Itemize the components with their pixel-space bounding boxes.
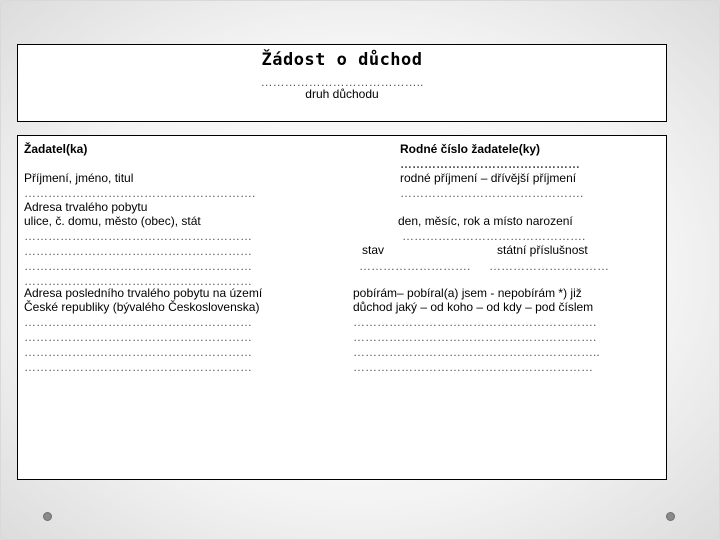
slide-bullet-left <box>43 512 52 521</box>
form-title: Žádost o důchod <box>261 50 423 70</box>
pension-dots-line: ……………………………………………………. <box>353 315 597 329</box>
citizenship-dots: ………………………… <box>489 259 609 273</box>
status-dots: ………………………. <box>359 259 471 273</box>
birth-label: den, měsíc, rok a místo narození <box>398 214 573 228</box>
maiden-name-label: rodné příjmení – dřívější příjmení <box>400 171 577 185</box>
name-label: Příjmení, jméno, titul <box>24 171 134 185</box>
birth-dots: ………………………………………. <box>402 229 586 243</box>
birth-number-label: Rodné číslo žadatele(ky) <box>400 142 541 156</box>
last-address-dots-line: ………………………………………………… <box>24 345 252 359</box>
name-dots: …………………………………………………. <box>24 186 256 200</box>
pension-type-box <box>17 44 667 122</box>
pension-type-label: druh důchodu <box>305 87 379 101</box>
address-dots-line: ………………………………………………… <box>24 274 252 288</box>
last-address-label: Adresa posledního trvalého pobytu na území <box>24 286 263 300</box>
citizenship-label: státní příslušnost <box>497 243 588 257</box>
last-address-sublabel: České republiky (bývalého Československa) <box>24 300 260 314</box>
pension-dots-line: ……………………………………………………. <box>353 330 597 344</box>
address-dots-line: ………………………………………………… <box>24 259 252 273</box>
pension-label: pobírám– pobíral(a) jsem - nepobírám *) již <box>353 286 582 300</box>
last-address-dots-line: ………………………………………………… <box>24 330 252 344</box>
address-label: Adresa trvalého pobytu <box>24 200 148 214</box>
applicant-box <box>17 135 667 480</box>
last-address-dots-line: ………………………………………………… <box>24 315 252 329</box>
maiden-name-dots: ………………………………………. <box>400 186 584 200</box>
status-label: stav <box>362 243 385 257</box>
address-sublabel: ulice, č. domu, město (obec), stát <box>24 214 201 228</box>
birth-number-dots: ……………………………………… <box>400 157 580 171</box>
last-address-dots-line: ………………………………………………… <box>24 360 252 374</box>
applicant-label: Žadatel(ka) <box>24 142 88 156</box>
slide-bullet-right <box>666 512 675 521</box>
pension-type-dots: ………………………………….. <box>260 75 424 89</box>
address-dots-line: ………………………………………………… <box>24 244 252 258</box>
pension-dots-line: …………………………………………………… <box>353 360 593 374</box>
pension-dots-line: …………………………………………………….. <box>353 345 600 359</box>
address-dots-line: ………………………………………………… <box>24 229 252 243</box>
pension-sublabel: důchod jaký – od koho – od kdy – pod číslem <box>353 300 594 314</box>
